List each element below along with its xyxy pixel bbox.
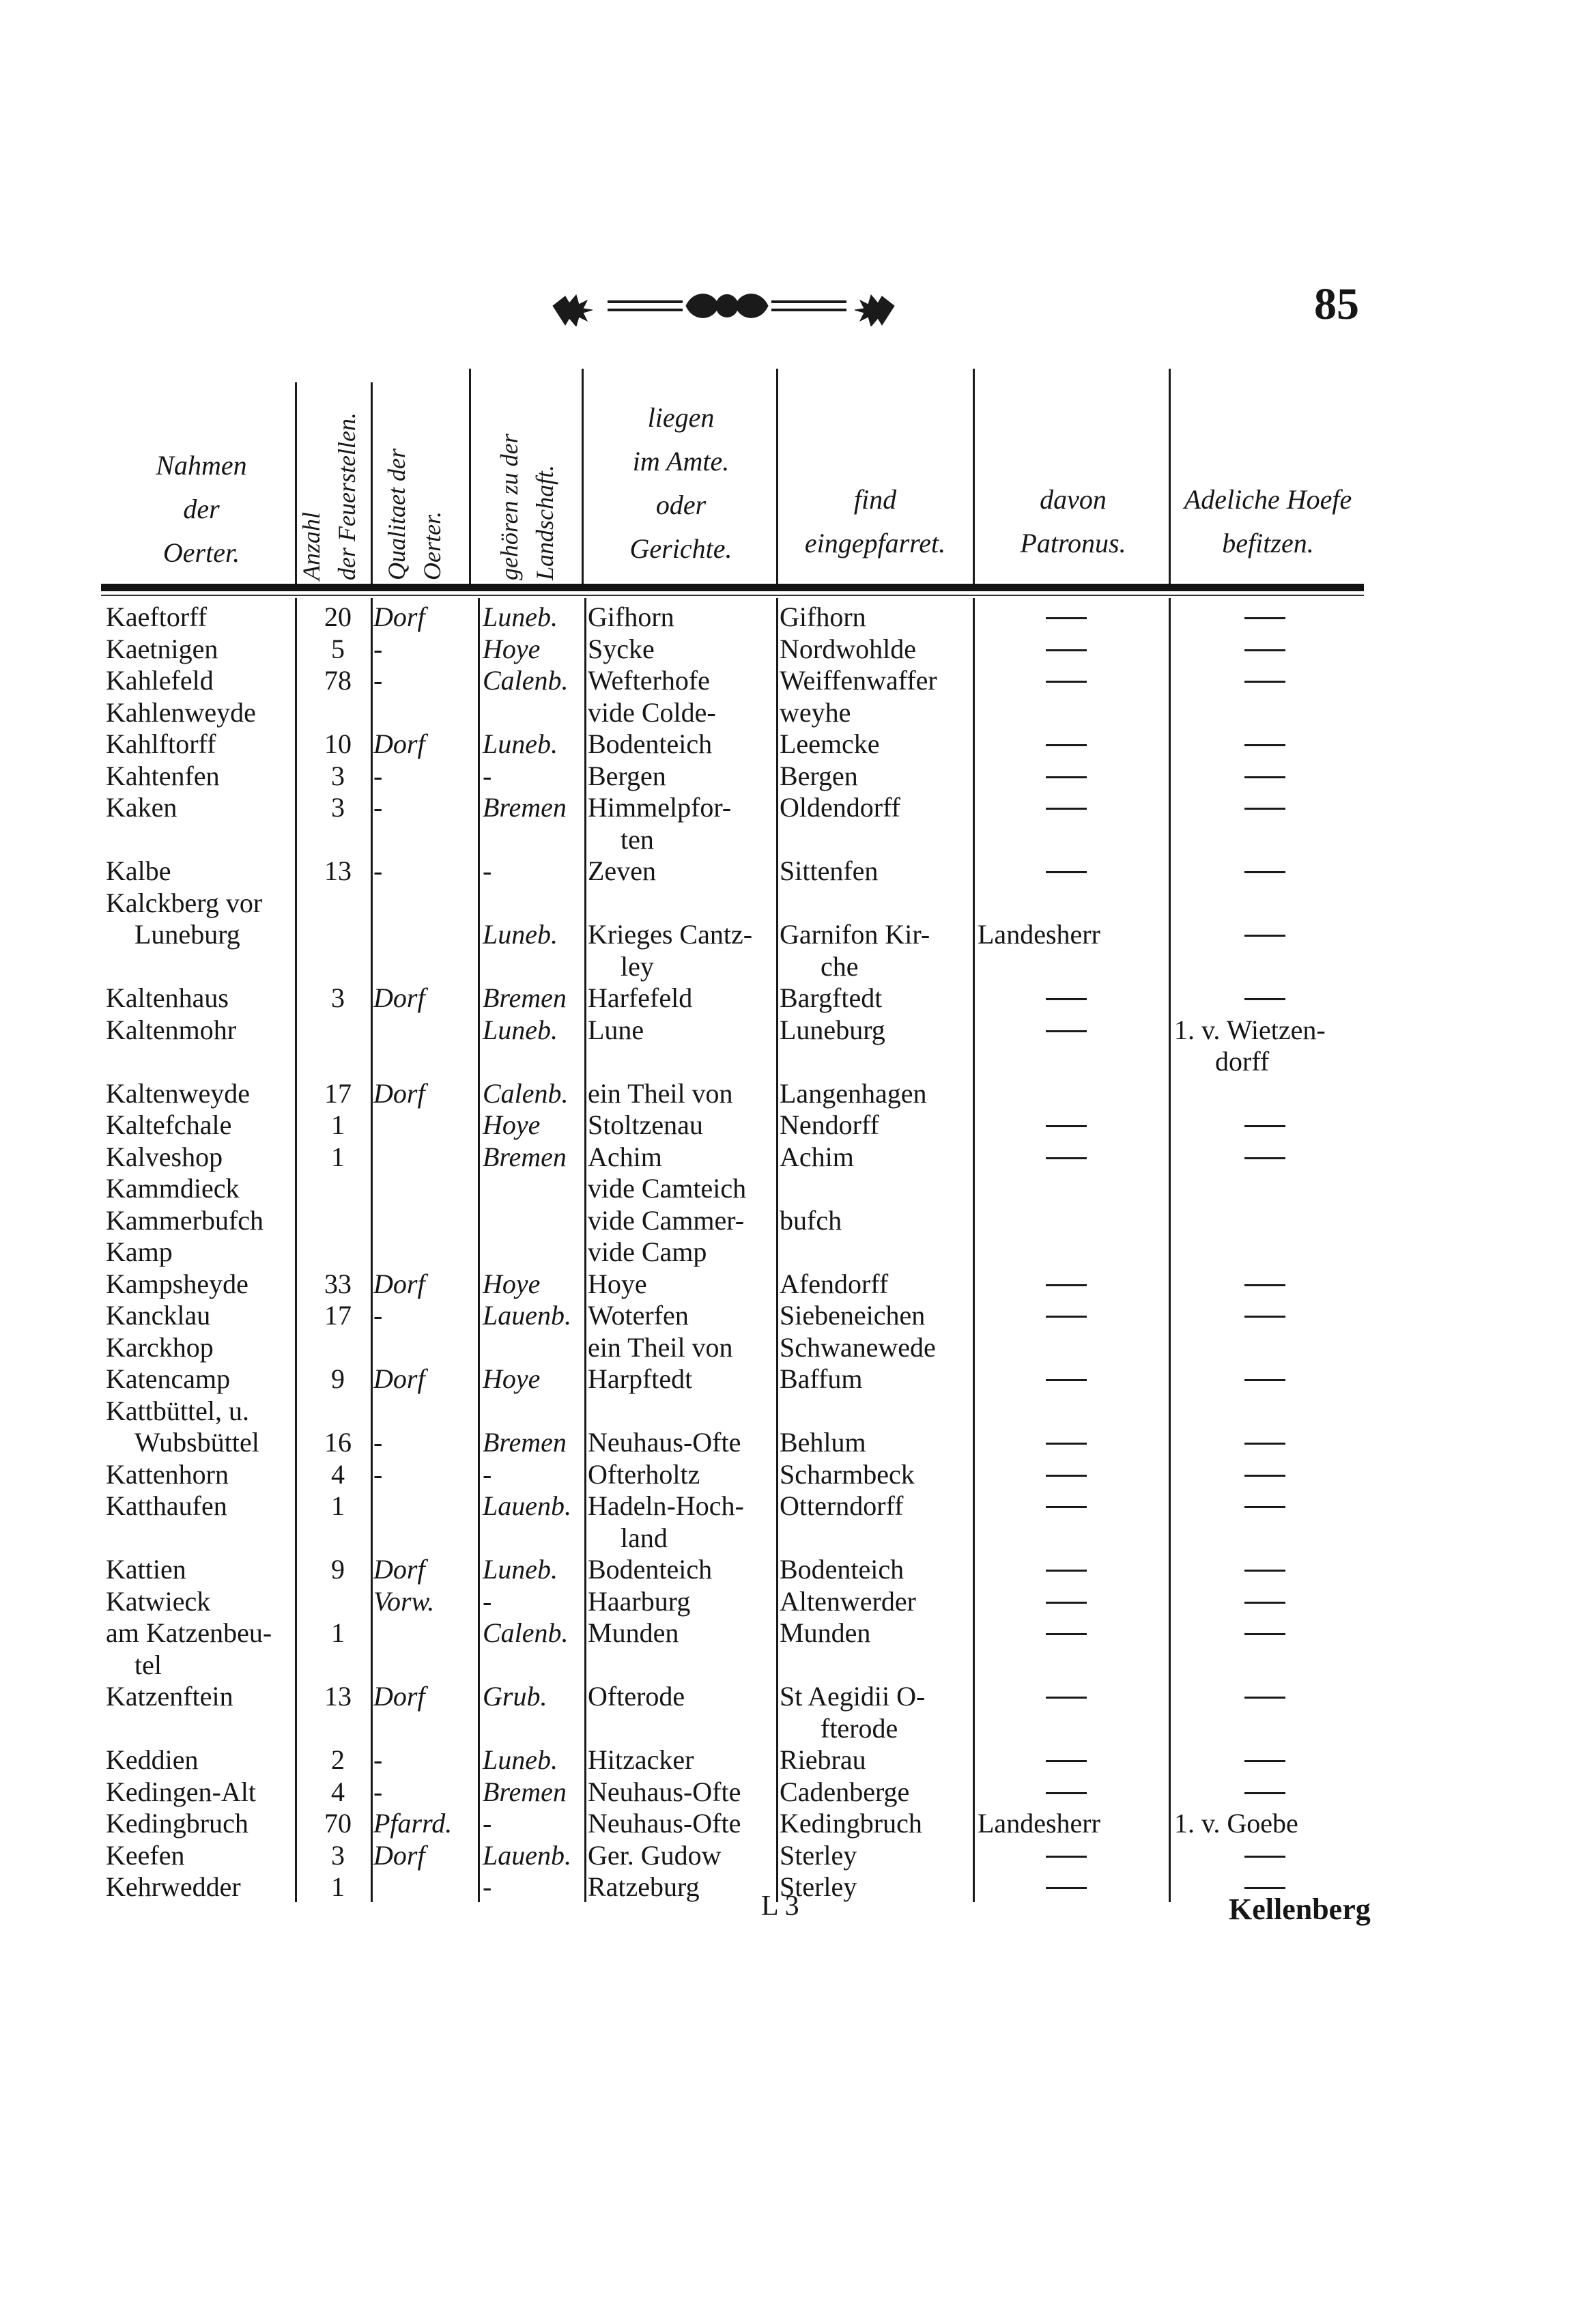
district: Hitzacker	[588, 1744, 694, 1775]
patron-dash	[1046, 1570, 1087, 1572]
parish: Scharmbeck	[780, 1459, 915, 1490]
patron-dash	[1046, 1856, 1087, 1858]
patron-dash	[1046, 744, 1087, 746]
header-divider	[295, 382, 297, 584]
hearth-count: 3	[331, 982, 345, 1013]
district: Himmelpfor-	[588, 792, 732, 823]
noble-estate-dash	[1244, 935, 1285, 937]
table-row	[0, 950, 1596, 982]
place-quality: -	[373, 634, 383, 664]
hearth-count: 4	[331, 1776, 345, 1807]
place-quality: -	[373, 1427, 383, 1458]
place-name: Wubsbüttel	[134, 1427, 259, 1458]
parish: Sterley	[780, 1871, 857, 1902]
district: vide Camteich	[588, 1173, 747, 1204]
place-name: Katthaufen	[106, 1490, 227, 1521]
header-rule	[101, 584, 1364, 591]
district: Harfefeld	[588, 982, 693, 1013]
place-quality: Dorf	[373, 1078, 425, 1109]
table-row	[0, 918, 1596, 950]
district: Bodenteich	[588, 728, 713, 759]
province: Luneb.	[483, 1744, 558, 1775]
hearth-count: 5	[331, 634, 345, 664]
table-row	[0, 1553, 1596, 1585]
place-name: Kalckberg vor	[106, 888, 263, 918]
parish: Altenwerder	[780, 1586, 916, 1617]
patron-dash	[1046, 1125, 1087, 1127]
place-name: tel	[134, 1649, 162, 1680]
noble-estate-dash	[1244, 1760, 1285, 1762]
district: Hadeln-Hoch-	[588, 1490, 744, 1521]
table-row	[0, 1776, 1596, 1808]
place-quality: -	[373, 792, 383, 823]
province: Luneb.	[483, 601, 558, 632]
place-name: Kammdieck	[106, 1173, 240, 1204]
table-row	[0, 1649, 1596, 1681]
table-row	[0, 696, 1596, 728]
header-count: Anzahl der Feuerstellen.	[298, 412, 360, 580]
province: Lauenb.	[483, 1490, 571, 1521]
district: vide Colde-	[588, 697, 716, 728]
district: ein Theil von	[588, 1078, 733, 1109]
district: Achim	[588, 1142, 662, 1172]
hearth-count: 13	[324, 1681, 352, 1712]
parish: Cadenberge	[780, 1776, 910, 1807]
table-row	[0, 1172, 1596, 1204]
place-quality: -	[373, 1776, 383, 1807]
district: Hoye	[588, 1269, 647, 1299]
patron-dash	[1046, 998, 1087, 1000]
parish: Munden	[780, 1617, 871, 1648]
place-name: Kaltenhaus	[106, 982, 229, 1013]
noble-estate-dash	[1244, 1475, 1285, 1477]
patron-dash	[1046, 1760, 1087, 1762]
place-name: Kehrwedder	[106, 1871, 241, 1902]
province: Calenb.	[483, 665, 569, 696]
district: Neuhaus-Ofte	[588, 1808, 741, 1839]
parish: St Aegidii O-	[780, 1681, 926, 1712]
parish: fterode	[821, 1713, 898, 1744]
parish: Behlum	[780, 1427, 866, 1458]
district: Neuhaus-Ofte	[588, 1776, 741, 1807]
place-name: Kaltenweyde	[106, 1078, 251, 1109]
noble-estate-dash	[1244, 1697, 1285, 1699]
province: -	[483, 1808, 492, 1839]
district: land	[621, 1522, 668, 1553]
table-row	[0, 728, 1596, 760]
table-row	[0, 1712, 1596, 1744]
province: Grub.	[483, 1681, 547, 1712]
patron-dash	[1046, 1157, 1087, 1159]
table-row	[0, 1045, 1596, 1077]
province: Luneb.	[483, 1554, 558, 1585]
parish: Sittenfen	[780, 855, 879, 886]
patron-dash	[1046, 1379, 1087, 1381]
parish: Siebeneichen	[780, 1300, 926, 1331]
district: Krieges Cantz-	[588, 919, 753, 950]
province: Luneb.	[483, 728, 558, 759]
noble-estate: 1. v. Goebe	[1174, 1808, 1298, 1839]
district: Wefterhofe	[588, 665, 710, 696]
noble-estate-dash	[1244, 776, 1285, 778]
patron-dash	[1046, 1887, 1087, 1889]
table-row	[0, 823, 1596, 855]
hearth-count: 1	[331, 1490, 345, 1521]
header-rule-thin	[101, 595, 1364, 596]
hearth-count: 3	[331, 761, 345, 791]
table-row	[0, 982, 1596, 1014]
header-parish: find eingepfarret.	[804, 484, 946, 558]
parish: Baffum	[780, 1363, 863, 1394]
place-name: Katwieck	[106, 1586, 211, 1617]
place-name: Kattien	[106, 1554, 186, 1585]
place-quality: Vorw.	[373, 1586, 435, 1617]
hearth-count: 17	[324, 1078, 352, 1109]
district: Gifhorn	[588, 601, 674, 632]
place-name: Kahlefeld	[106, 665, 214, 696]
place-name: Kalveshop	[106, 1142, 223, 1172]
noble-estate-dash	[1244, 1125, 1285, 1127]
place-name: Kalbe	[106, 855, 171, 886]
table-row	[0, 1744, 1596, 1776]
place-name: Kattbüttel, u.	[106, 1395, 249, 1426]
place-name: Kedingen-Alt	[106, 1776, 256, 1807]
place-name: Keefen	[106, 1840, 185, 1871]
table-row	[0, 1268, 1596, 1300]
place-name: Kamp	[106, 1236, 173, 1267]
table-row	[0, 1363, 1596, 1395]
patron: Landesherr	[978, 1808, 1100, 1839]
table-row	[0, 1807, 1596, 1839]
parish: Otterndorff	[780, 1490, 904, 1521]
table-row	[0, 1426, 1596, 1458]
table-row	[0, 633, 1596, 665]
district: Zeven	[588, 855, 656, 886]
place-quality: -	[373, 1300, 383, 1331]
hearth-count: 4	[331, 1459, 345, 1490]
patron-dash	[1046, 681, 1087, 683]
noble-estate-dash	[1244, 1887, 1285, 1889]
hearth-count: 33	[324, 1269, 352, 1299]
district: vide Camp	[588, 1236, 707, 1267]
place-name: Kammerbufch	[106, 1205, 264, 1236]
place-quality: -	[373, 855, 383, 886]
district: Harpftedt	[588, 1363, 693, 1394]
hearth-count: 1	[331, 1617, 345, 1648]
district: ley	[621, 951, 654, 982]
noble-estate-dash	[1244, 1856, 1285, 1858]
province: Bremen	[483, 1776, 567, 1807]
noble-estate-dash	[1244, 1602, 1285, 1604]
parish: Riebrau	[780, 1744, 866, 1775]
ornament-divider-icon	[546, 285, 901, 326]
parish: Afendorff	[780, 1269, 889, 1299]
header-quality: Qualitaet der Oerter.	[383, 449, 446, 580]
parish: Achim	[780, 1142, 854, 1172]
signature-mark: L 3	[761, 1890, 799, 1922]
noble-estate-dash	[1244, 1157, 1285, 1159]
hearth-count: 9	[331, 1363, 345, 1394]
hearth-count: 3	[331, 792, 345, 823]
place-name: Kaken	[106, 792, 177, 823]
patron-dash	[1046, 1475, 1087, 1477]
table-row	[0, 1458, 1596, 1490]
table-row	[0, 1014, 1596, 1046]
noble-estate-dash	[1244, 998, 1285, 1000]
table-row	[0, 1109, 1596, 1141]
header-divider	[469, 369, 471, 584]
hearth-count: 1	[331, 1142, 345, 1172]
province: Lauenb.	[483, 1300, 571, 1331]
hearth-count: 1	[331, 1871, 345, 1902]
patron-dash	[1046, 1602, 1087, 1604]
parish: Schwanewede	[780, 1332, 936, 1363]
province: Bremen	[483, 792, 567, 823]
place-quality: Dorf	[373, 601, 425, 632]
parish: Garnifon Kir-	[780, 919, 930, 950]
parish: Weiffenwaffer	[780, 665, 937, 696]
place-name: Karckhop	[106, 1332, 214, 1363]
hearth-count: 17	[324, 1300, 352, 1331]
table-row	[0, 1680, 1596, 1712]
noble-estate-dash	[1244, 808, 1285, 810]
patron-dash	[1046, 1792, 1087, 1794]
noble-estate-dash	[1244, 1443, 1285, 1445]
province: Hoye	[483, 1109, 541, 1140]
place-name: Kahlenweyde	[106, 697, 256, 728]
place-name: Kattenhorn	[106, 1459, 229, 1490]
hearth-count: 16	[324, 1427, 352, 1458]
patron-dash	[1046, 1030, 1087, 1032]
table-row	[0, 1839, 1596, 1871]
hearth-count: 1	[331, 1109, 345, 1140]
noble-estate-dash	[1244, 1792, 1285, 1794]
parish: Sterley	[780, 1840, 857, 1871]
place-name: Luneburg	[134, 919, 240, 950]
place-name: Kahlftorff	[106, 728, 216, 759]
noble-estate: dorff	[1215, 1046, 1270, 1077]
district: ten	[621, 824, 654, 855]
district: Ofterholtz	[588, 1459, 700, 1490]
table-row	[0, 1331, 1596, 1363]
district: Ofterode	[588, 1681, 685, 1712]
place-quality: Dorf	[373, 1554, 425, 1585]
patron-dash	[1046, 808, 1087, 810]
place-quality: Dorf	[373, 1363, 425, 1394]
place-quality: Dorf	[373, 1681, 425, 1712]
place-quality: Dorf	[373, 1269, 425, 1299]
table-row	[0, 1204, 1596, 1236]
table-row	[0, 1585, 1596, 1617]
parish: Oldendorff	[780, 792, 900, 823]
district: Woterfen	[588, 1300, 689, 1331]
district: Stoltzenau	[588, 1109, 703, 1140]
parish: Bergen	[780, 761, 858, 791]
noble-estate: 1. v. Wietzen-	[1174, 1015, 1326, 1045]
parish: Luneburg	[780, 1015, 885, 1045]
table-row	[0, 791, 1596, 823]
noble-estate-dash	[1244, 744, 1285, 746]
parish: Bargftedt	[780, 982, 883, 1013]
province: -	[483, 761, 492, 791]
place-quality: Pfarrd.	[373, 1808, 453, 1839]
header-patron: davon Patronus.	[1020, 484, 1126, 558]
parish: weyhe	[780, 697, 851, 728]
hearth-count: 9	[331, 1554, 345, 1585]
province: Hoye	[483, 1269, 541, 1299]
district: Munden	[588, 1617, 679, 1648]
noble-estate-dash	[1244, 1284, 1285, 1286]
table-row	[0, 855, 1596, 887]
place-quality: -	[373, 1744, 383, 1775]
noble-estate-dash	[1244, 617, 1285, 619]
district: Ger. Gudow	[588, 1840, 722, 1871]
place-quality: -	[373, 665, 383, 696]
header-divider	[973, 369, 975, 584]
province: -	[483, 855, 492, 886]
patron-dash	[1046, 649, 1087, 651]
patron-dash	[1046, 1506, 1087, 1508]
header-land: gehören zu der Landschaft.	[496, 434, 558, 580]
patron-dash	[1046, 871, 1087, 873]
hearth-count: 78	[324, 665, 352, 696]
table-row	[0, 1299, 1596, 1331]
parish: Gifhorn	[780, 601, 866, 632]
parish: Leemcke	[780, 728, 880, 759]
hearth-count: 2	[331, 1744, 345, 1775]
province: -	[483, 1459, 492, 1490]
patron-dash	[1046, 1633, 1087, 1635]
province: -	[483, 1871, 492, 1902]
province: Luneb.	[483, 919, 558, 950]
place-name: Kahtenfen	[106, 761, 220, 791]
parish: Bodenteich	[780, 1554, 904, 1585]
table-row	[0, 1395, 1596, 1427]
patron-dash	[1046, 617, 1087, 619]
noble-estate-dash	[1244, 871, 1285, 873]
place-name: Kaeftorff	[106, 601, 208, 632]
table-row	[0, 887, 1596, 919]
hearth-count: 70	[324, 1808, 352, 1839]
catchword: Kellenberg	[1229, 1893, 1371, 1926]
district: Ratzeburg	[588, 1871, 700, 1902]
place-name: am Katzenbeu-	[106, 1617, 272, 1648]
place-name: Keddien	[106, 1744, 199, 1775]
province: Bremen	[483, 982, 567, 1013]
place-name: Kancklau	[106, 1300, 211, 1331]
province: Hoye	[483, 634, 541, 664]
parish: Nordwohlde	[780, 634, 916, 664]
hearth-count: 20	[324, 601, 352, 632]
place-name: Kampsheyde	[106, 1269, 248, 1299]
patron-dash	[1046, 1284, 1087, 1286]
table-row	[0, 760, 1596, 792]
parish: Langenhagen	[780, 1078, 927, 1109]
noble-estate-dash	[1244, 1570, 1285, 1572]
place-name: Kaltenmohr	[106, 1015, 237, 1045]
province: Bremen	[483, 1427, 567, 1458]
district: Sycke	[588, 634, 655, 664]
place-quality: -	[373, 1459, 383, 1490]
place-quality: Dorf	[373, 982, 425, 1013]
page-number: 85	[1314, 279, 1359, 329]
patron: Landesherr	[978, 919, 1100, 950]
district: Haarburg	[588, 1586, 691, 1617]
table-row	[0, 601, 1596, 633]
district: Neuhaus-Ofte	[588, 1427, 741, 1458]
province: -	[483, 1586, 492, 1617]
place-name: Katencamp	[106, 1363, 231, 1394]
header-divider	[371, 382, 373, 584]
place-name: Kaltefchale	[106, 1109, 232, 1140]
noble-estate-dash	[1244, 1316, 1285, 1318]
hearth-count: 13	[324, 855, 352, 886]
header-divider	[582, 369, 584, 584]
table-row	[0, 664, 1596, 696]
table-row	[0, 1522, 1596, 1554]
patron-dash	[1046, 1697, 1087, 1699]
parish: Nendorff	[780, 1109, 879, 1140]
header-name: Nahmen der Oerter.	[156, 450, 247, 568]
parish: Kedingbruch	[780, 1808, 922, 1839]
place-quality: Dorf	[373, 728, 425, 759]
header-divider	[1169, 369, 1171, 584]
table-row	[0, 1077, 1596, 1109]
hearth-count: 3	[331, 1840, 345, 1871]
header-divider	[776, 369, 778, 584]
province: Luneb.	[483, 1015, 558, 1045]
province: Bremen	[483, 1142, 567, 1172]
province: Lauenb.	[483, 1840, 571, 1871]
province: Calenb.	[483, 1617, 569, 1648]
patron-dash	[1046, 1443, 1087, 1445]
district: vide Cammer-	[588, 1205, 745, 1236]
noble-estate-dash	[1244, 1379, 1285, 1381]
noble-estate-dash	[1244, 1506, 1285, 1508]
table-row	[0, 1141, 1596, 1173]
patron-dash	[1046, 1316, 1087, 1318]
place-name: Katzenftein	[106, 1681, 233, 1712]
parish: bufch	[780, 1205, 842, 1236]
header-noble: Adeliche Hoefe befitzen.	[1184, 484, 1352, 558]
place-quality: -	[373, 761, 383, 791]
place-name: Kaetnigen	[106, 634, 218, 664]
patron-dash	[1046, 776, 1087, 778]
district: Bodenteich	[588, 1554, 713, 1585]
province: Calenb.	[483, 1078, 569, 1109]
district: Bergen	[588, 761, 666, 791]
table-row	[0, 1617, 1596, 1649]
noble-estate-dash	[1244, 681, 1285, 683]
place-name: Kedingbruch	[106, 1808, 248, 1839]
hearth-count: 10	[324, 728, 352, 759]
noble-estate-dash	[1244, 649, 1285, 651]
province: Hoye	[483, 1363, 541, 1394]
place-quality: Dorf	[373, 1840, 425, 1871]
table-row	[0, 1236, 1596, 1268]
header-amt: liegen im Amte. oder Gerichte.	[629, 402, 732, 564]
noble-estate-dash	[1244, 1633, 1285, 1635]
parish: che	[821, 951, 859, 982]
table-row	[0, 1490, 1596, 1522]
district: Lune	[588, 1015, 644, 1045]
district: ein Theil von	[588, 1332, 733, 1363]
